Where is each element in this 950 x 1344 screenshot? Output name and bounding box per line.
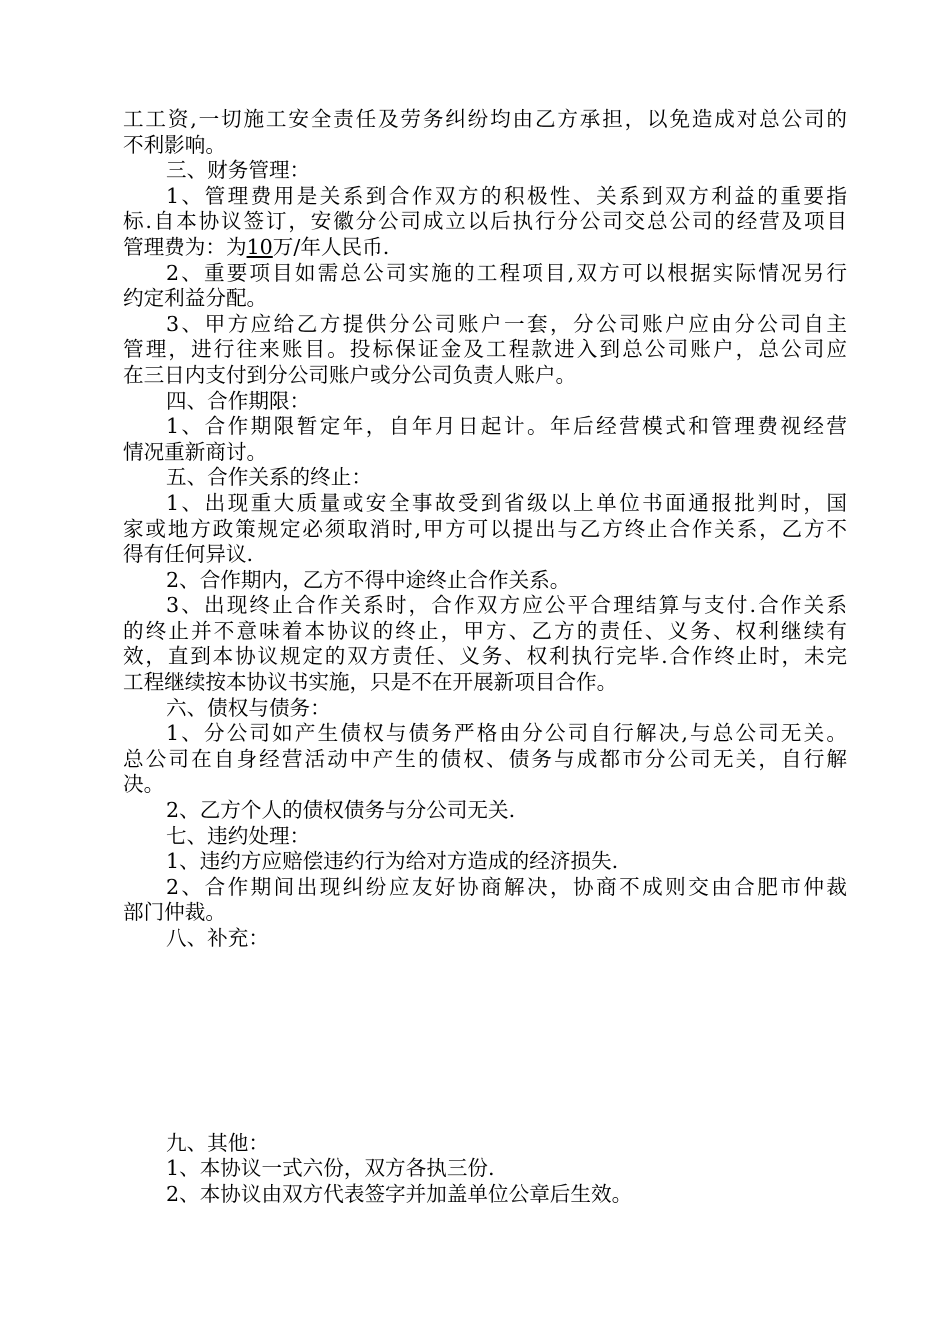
document-page xyxy=(123,107,847,1207)
s5-p3-line-3: 效，直到本协议规定的双方责任、义务、权利执行完毕.合作终止时，未完 xyxy=(123,644,847,669)
s3-p2-line-1: 2、重要项目如需总公司实施的工程项目,双方可以根据实际情况另行 xyxy=(166,260,847,285)
section-6-heading: 六、债权与债务： xyxy=(166,695,331,720)
s7-p1: 1、违约方应赔偿违约行为给对方造成的经济损失. xyxy=(166,849,619,874)
s3-p1-line-1: 1、管理费用是关系到合作双方的积极性、关系到双方利益的重要指 xyxy=(166,183,847,208)
s5-p3-line-4: 工程继续按本协议书实施，只是不在开展新项目合作。 xyxy=(123,670,618,695)
s3-p1-line-2: 标.自本协议签订，安徽分公司成立以后执行分公司交总公司的经营及项目 xyxy=(123,209,847,234)
s9-p1: 1、本协议一式六份，双方各执三份. xyxy=(166,1156,495,1181)
s6-p2: 2、乙方个人的债权债务与分公司无关. xyxy=(166,798,516,823)
section-8-heading: 八、补充： xyxy=(166,926,269,950)
s5-p1-line-2: 家或地方政策规定必须取消时,甲方可以提出与乙方终止合作关系，乙方不 xyxy=(123,516,847,541)
s7-p2-line-1: 2、合作期间出现纠纷应友好协商解决，协商不成则交由合肥市仲裁 xyxy=(166,874,847,899)
s6-p1-line-2: 总公司在自身经营活动中产生的债权、债务与成都市分公司无关，自行解 xyxy=(123,746,847,771)
management-fee-amount: 10 xyxy=(246,234,273,259)
management-fee-prefix: 管理费为：为 xyxy=(123,234,247,259)
section-4-heading: 四、合作期限： xyxy=(166,388,311,413)
intro-line-1: 工工资,一切施工安全责任及劳务纠纷均由乙方承担，以免造成对总公司的 xyxy=(123,107,847,131)
section-3-heading: 三、财务管理： xyxy=(166,158,311,183)
s4-p1-line-1: 1、合作期限暂定年，自年月日起计。年后经营模式和管理费视经营 xyxy=(166,414,847,439)
s9-p2: 2、本协议由双方代表签字并加盖单位公章后生效。 xyxy=(166,1181,633,1206)
s5-p3-line-1: 3、出现终止合作关系时，合作双方应公平合理结算与支付.合作关系 xyxy=(166,593,847,618)
section-7-heading: 七、违约处理： xyxy=(166,823,311,848)
s5-p1-line-3: 得有任何异议. xyxy=(123,542,254,567)
s3-p2-line-2: 约定利益分配。 xyxy=(123,286,268,311)
s6-p1-line-1: 1、分公司如产生债权与债务严格由分公司自行解决,与总公司无关。 xyxy=(166,721,847,746)
management-fee-suffix: 万/年人民币. xyxy=(272,234,390,259)
s3-p3-line-3: 在三日内支付到分公司账户或分公司负责人账户。 xyxy=(123,362,577,387)
s3-p3-line-1: 3、甲方应给乙方提供分公司账户一套，分公司账户应由分公司自主 xyxy=(166,311,847,336)
section-9-heading: 九、其他： xyxy=(166,1130,269,1155)
section-5-heading: 五、合作关系的终止： xyxy=(166,465,372,490)
s7-p2-line-2: 部门仲裁。 xyxy=(123,900,226,925)
s5-p1-line-1: 1、出现重大质量或安全事故受到省级以上单位书面通报批判时，国 xyxy=(166,490,847,515)
supplement-blank-space xyxy=(123,952,847,1131)
s3-p3-line-2: 管理，进行往来账目。投标保证金及工程款进入到总公司账户，总公司应 xyxy=(123,337,847,362)
s3-p1-line-3 xyxy=(123,235,847,261)
s4-p1-line-2: 情况重新商讨。 xyxy=(123,439,268,464)
s5-p3-line-2: 的终止并不意味着本协议的终止，甲方、乙方的责任、义务、权利继续有 xyxy=(123,618,847,643)
s5-p2: 2、合作期内，乙方不得中途终止合作关系。 xyxy=(166,567,571,592)
intro-line-2: 不利影响。 xyxy=(123,132,226,157)
s6-p1-line-3: 决。 xyxy=(123,772,165,797)
